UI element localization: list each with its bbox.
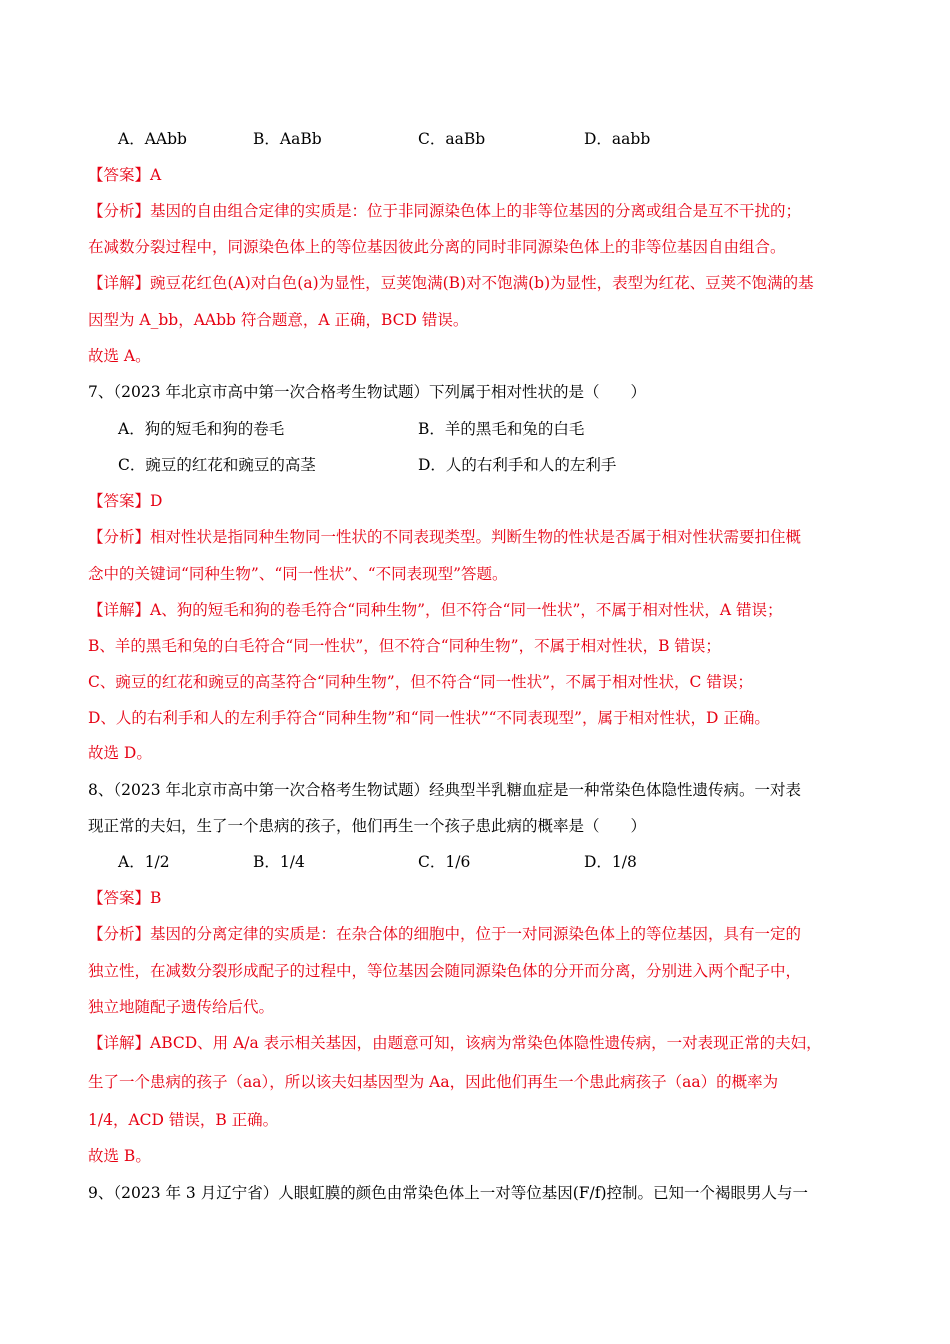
q8-detail-line-1: 【详解】ABCD、用 A/a 表示相关基因，由题意可知，该病为常染色体隐性遗传病，一对表现正常的夫妇， xyxy=(88,1034,822,1052)
q8-answer: 【答案】B xyxy=(88,889,162,907)
q7-option-c: C．豌豆的红花和豌豆的高茎 xyxy=(118,456,316,474)
q8-stem-line-2: 现正常的夫妇，生了一个患病的孩子，他们再生一个孩子患此病的概率是（ ） xyxy=(88,817,647,835)
q6-analysis-line-1: 【分析】基因的自由组合定律的实质是：位于非同源染色体上的非等位基因的分离或组合是互不干扰的； xyxy=(88,202,802,220)
q6-detail-line-1: 【详解】豌豆花红色(A)对白色(a)为显性，豆荚饱满(B)对不饱满(b)为显性，表型为红花、豆荚不饱满的基 xyxy=(88,274,814,292)
q7-detail-line-3: C、豌豆的红花和豌豆的高茎符合“同种生物”，但不符合“同一性状”，不属于相对性状，C 错误； xyxy=(88,673,753,691)
q8-detail-line-3: 1/4，ACD 错误，B 正确。 xyxy=(88,1111,279,1129)
q6-choose: 故选 A。 xyxy=(88,347,151,365)
q7-analysis-line-2: 念中的关键词“同种生物”、“同一性状”、“不同表现型”答题。 xyxy=(88,565,508,583)
q8-choose: 故选 B。 xyxy=(88,1147,151,1165)
q8-detail-line-2: 生了一个患病的孩子（aa），所以该夫妇基因型为 Aa，因此他们再生一个患此病孩子（aa）的概率为 xyxy=(88,1073,779,1091)
q6-option-a: A．AAbb xyxy=(118,130,187,148)
q7-choose: 故选 D。 xyxy=(88,744,152,762)
q6-detail-line-2: 因型为 A_bb，AAbb 符合题意，A 正确，BCD 错误。 xyxy=(88,311,469,329)
q8-stem-line-1: 8、（2023 年北京市高中第一次合格考生物试题）经典型半乳糖血症是一种常染色体隐性遗传病。一对表 xyxy=(88,781,801,799)
q8-analysis-line-2: 独立性，在减数分裂形成配子的过程中，等位基因会随同源染色体的分开而分离，分别进入两个配子中， xyxy=(88,962,802,980)
q7-detail-line-1: 【详解】A、狗的短毛和狗的卷毛符合“同种生物”，但不符合“同一性状”，不属于相对性状，A 错误； xyxy=(88,601,783,619)
q8-analysis-line-3: 独立地随配子遗传给后代。 xyxy=(88,998,275,1016)
q8-option-c: C．1/6 xyxy=(418,853,471,871)
q6-answer: 【答案】A xyxy=(88,166,162,184)
q7-option-a: A．狗的短毛和狗的卷毛 xyxy=(118,420,285,438)
q7-detail-line-2: B、羊的黑毛和兔的白毛符合“同一性状”，但不符合“同种生物”，不属于相对性状，B 错误； xyxy=(88,637,721,655)
q7-option-b: B．羊的黑毛和兔的白毛 xyxy=(418,420,585,438)
q6-option-c: C．aaBb xyxy=(418,130,486,148)
q7-stem: 7、（2023 年北京市高中第一次合格考生物试题）下列属于相对性状的是（ ） xyxy=(88,383,646,401)
q6-option-b: B．AaBb xyxy=(253,130,322,148)
q8-analysis-line-1: 【分析】基因的分离定律的实质是：在杂合体的细胞中，位于一对同源染色体上的等位基因，具有一定的 xyxy=(88,925,802,943)
q8-option-a: A．1/2 xyxy=(118,853,170,871)
q7-option-d: D．人的右利手和人的左利手 xyxy=(418,456,617,474)
q7-analysis-line-1: 【分析】相对性状是指同种生物同一性状的不同表现类型。判断生物的性状是否属于相对性状需要扣住概 xyxy=(88,528,802,546)
q6-option-d: D．aabb xyxy=(584,130,651,148)
q8-option-b: B．1/4 xyxy=(253,853,305,871)
q7-answer: 【答案】D xyxy=(88,492,163,510)
q7-detail-line-4: D、人的右利手和人的左利手符合“同种生物”和“同一性状”“不同表现型”，属于相对性状，D 正确。 xyxy=(88,709,770,727)
q6-analysis-line-2: 在减数分裂过程中，同源染色体上的等位基因彼此分离的同时非同源染色体上的非等位基因自由组合。 xyxy=(88,238,786,256)
q9-stem-line-1: 9、（2023 年 3 月辽宁省）人眼虹膜的颜色由常染色体上一对等位基因(F/f)控制。已知一个褐眼男人与一 xyxy=(88,1184,809,1202)
q8-option-d: D．1/8 xyxy=(584,853,637,871)
